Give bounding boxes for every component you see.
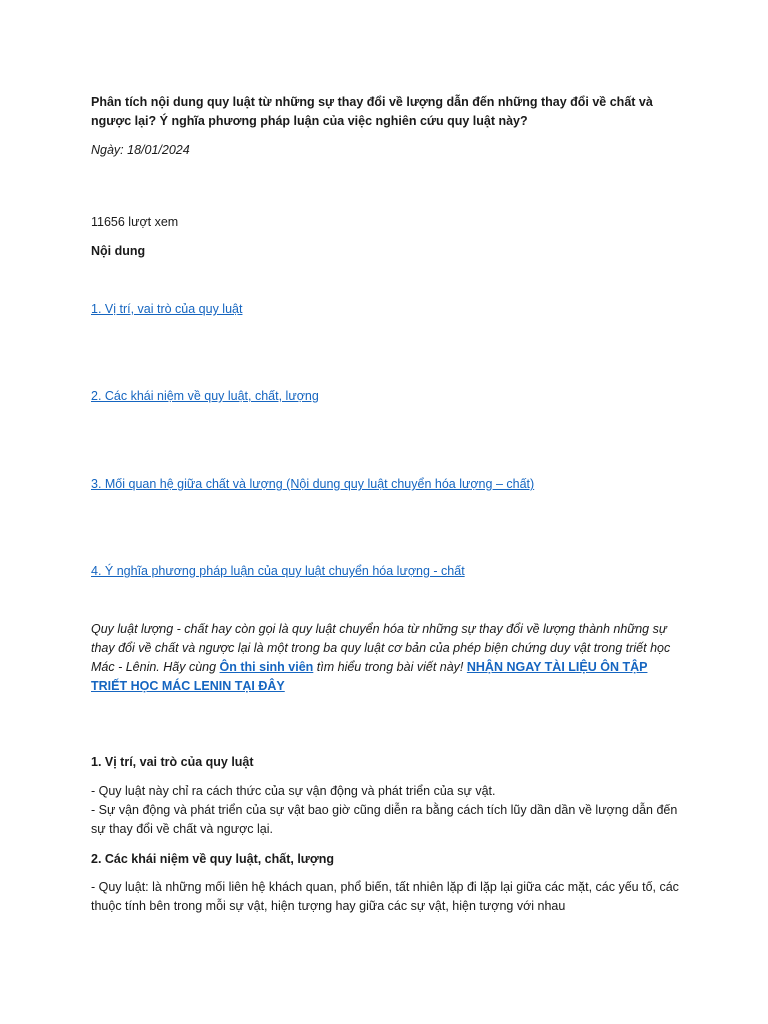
toc-link-4[interactable]: 4. Ý nghĩa phương pháp luận của quy luật chuyển hóa lượng - chất: [91, 564, 465, 578]
section-1-line: - Quy luật này chỉ ra cách thức của sự vận động và phát triển của sự vật.: [91, 784, 496, 798]
intro-text-before: Quy luật lượng - chất hay còn gọi là quy luật chuyển hóa từ những sự thay đổi về lượng thành những sự thay đổi về chất và ngược lại là một trong ba quy luật cơ bản của phép biện chứng duy vật trong triết học Mác - Lênin. Hãy cùng: [91, 622, 671, 674]
article-date: Ngày: 18/01/2024: [91, 143, 190, 157]
toc-link-2[interactable]: 2. Các khái niệm về quy luật, chất, lượng: [91, 389, 319, 403]
section-2-heading: 2. Các khái niệm về quy luật, chất, lượng: [91, 852, 335, 866]
toc-item: [91, 300, 681, 319]
intro-text-middle: tìm hiểu trong bài viết này!: [313, 660, 467, 674]
toc-item: [91, 475, 681, 494]
article-title: Phân tích nội dung quy luật từ những sự thay đổi về lượng dẫn đến những thay đổi về chất và ngược lại? Ý nghĩa phương pháp luận của việc nghiên cứu quy luật này?: [91, 95, 653, 128]
view-count: 11656 lượt xem: [91, 215, 179, 229]
toc-link-1[interactable]: 1. Vị trí, vai trò của quy luật: [91, 302, 243, 316]
toc-item: [91, 387, 681, 406]
section-1-line: - Sự vận động và phát triển của sự vật bao giờ cũng diễn ra bằng cách tích lũy dần dần về lượng dẫn đến sự thay đổi về chất và ngược lại.: [91, 803, 678, 836]
toc-item: [91, 562, 681, 581]
section-1-body: [91, 782, 681, 839]
study-materials-cta-link[interactable]: NHẬN NGAY TÀI LIỆU ÔN TẬP TRIẾT HỌC MÁC LENIN TẠI ĐÂY: [91, 660, 648, 693]
section-2-paragraph: - Quy luật: là những mối liên hệ khách quan, phổ biến, tất nhiên lặp đi lặp lại giữa các mặt, các yếu tố, các thuộc tính bên trong mỗi sự vật, hiện tượng hay giữa các sự vật, hiện tượng với nhau: [91, 880, 679, 913]
intro-paragraph: [91, 620, 681, 696]
toc-link-3[interactable]: 3. Mối quan hệ giữa chất và lượng (Nội dung quy luật chuyển hóa lượng – chất): [91, 477, 535, 491]
toc-heading: Nội dung: [91, 244, 146, 258]
section-1-heading: 1. Vị trí, vai trò của quy luật: [91, 755, 254, 769]
brand-link[interactable]: Ôn thi sinh viên: [219, 660, 314, 674]
